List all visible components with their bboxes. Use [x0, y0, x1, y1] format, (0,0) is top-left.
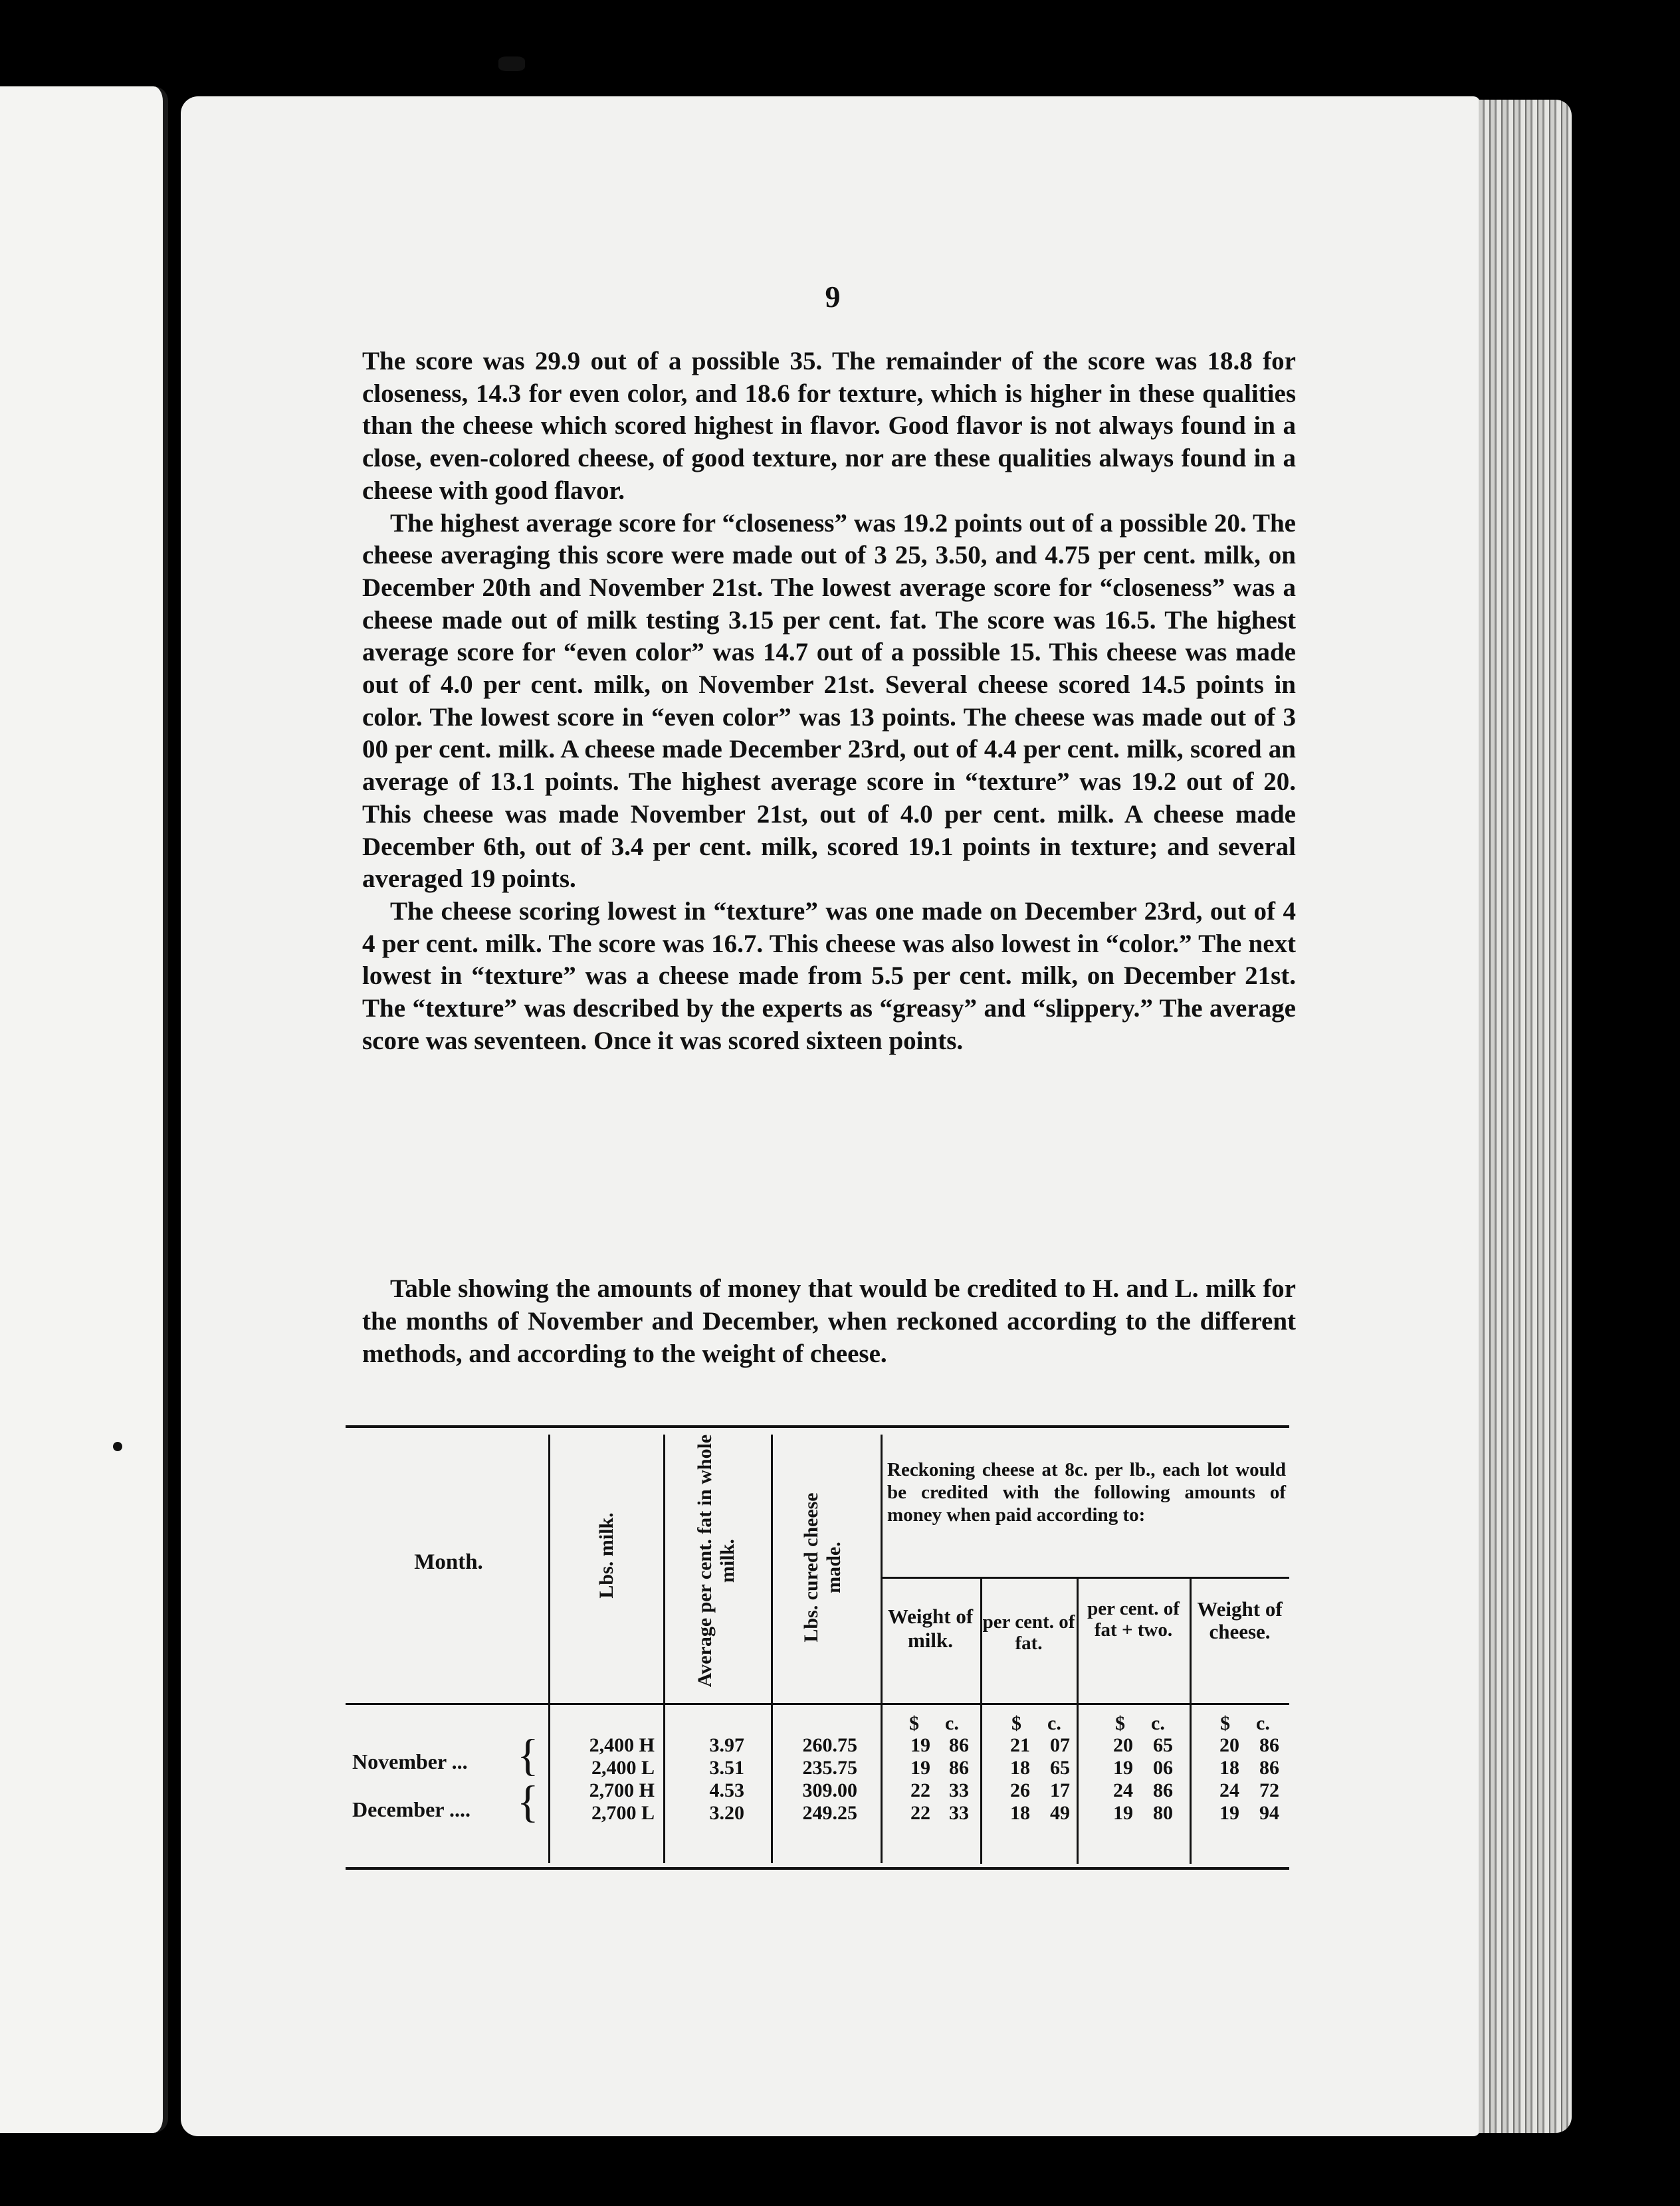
cent-unit: c.: [1151, 1712, 1165, 1734]
cell-per-cent-fat-cents: 17: [1050, 1779, 1070, 1801]
cell-fat-plus-two-cents: 06: [1153, 1757, 1173, 1779]
cell-weight-milk-cents: 33: [949, 1802, 969, 1824]
column-rule: [548, 1435, 550, 1863]
header-lbs-cheese: Lbs. cured cheese made.: [800, 1492, 845, 1643]
cell-fat: 4.53: [709, 1779, 744, 1801]
cell-weight-cheese-dollars: 24: [1219, 1779, 1239, 1801]
body-text: [362, 346, 1296, 1057]
cell-weight-milk-dollars: 22: [910, 1779, 930, 1801]
header-weight-cheese: Weight of cheese.: [1197, 1597, 1283, 1643]
month-label-december: December ....: [352, 1797, 471, 1821]
cell-per-cent-fat-dollars: 18: [1010, 1802, 1030, 1824]
cell-fat-plus-two-cents: 80: [1153, 1802, 1173, 1824]
cell-weight-cheese-dollars: 19: [1219, 1802, 1239, 1824]
dollar-unit: $: [1220, 1712, 1230, 1734]
money-table: [346, 1425, 1289, 1877]
page-number: 9: [825, 280, 841, 314]
cell-per-cent-fat-dollars: 18: [1010, 1757, 1030, 1779]
cell-fat: 3.97: [709, 1734, 744, 1756]
cell-weight-milk-dollars: 19: [910, 1734, 930, 1756]
cell-cheese: 260.75: [802, 1734, 857, 1756]
cell-fat-plus-two-dollars: 19: [1113, 1802, 1133, 1824]
cell-weight-milk-cents: 33: [949, 1779, 969, 1801]
page-stack-edge: [1479, 100, 1572, 2133]
cell-per-cent-fat-dollars: 26: [1010, 1779, 1030, 1801]
cell-milk: 2,400 H: [589, 1734, 655, 1756]
paragraph: The highest average score for “closeness” was 19.2 points out of a possible 20. The cheese averaging this score were made out of 3 25, 3.50, and 4.75 per cent. milk, on December 20th and November 21st. The lowest average score for “closeness” was a cheese made out of milk testing 3.15 per cent. fat. The score was 16.5. The highest average score for “even color” was 14.7 out of a possible 15. This cheese was made out of 4.0 per cent. milk, on November 21st. Several cheese scored 14.5 points in color. The lowest score in “even color” was 13 points. The cheese was made out of 3 00 per cent. milk. A cheese made December 23rd, out of 4.4 per cent. milk, scored an average of 13.1 points. The highest average score in “texture” was 19.2 out of 20. This cheese was made November 21st, out of 4.0 per cent. milk. A cheese made December 6th, out of 3.4 per cent. milk, scored 19.1 points in texture; and several averaged 19 points.: [362, 508, 1296, 894]
header-lbs-milk: Lbs. milk.: [595, 1512, 617, 1599]
dollar-unit: $: [1011, 1712, 1021, 1734]
cent-unit: c.: [1256, 1712, 1270, 1734]
column-rule: [663, 1435, 665, 1863]
cell-milk: 2,700 L: [591, 1802, 655, 1824]
cell-milk: 2,700 H: [589, 1779, 655, 1801]
cell-milk: 2,400 L: [591, 1757, 655, 1779]
group-header-rule: [881, 1577, 1289, 1579]
cell-weight-cheese-cents: 94: [1259, 1802, 1279, 1824]
cent-unit: c.: [1047, 1712, 1061, 1734]
cell-weight-cheese-dollars: 18: [1219, 1757, 1239, 1779]
cell-weight-milk-dollars: 19: [910, 1757, 930, 1779]
cell-cheese: 235.75: [802, 1757, 857, 1779]
cell-fat-plus-two-cents: 65: [1153, 1734, 1173, 1756]
cell-weight-milk-dollars: 22: [910, 1802, 930, 1824]
cent-unit: c.: [945, 1712, 959, 1734]
cell-weight-milk-cents: 86: [949, 1757, 969, 1779]
table-header-rule: [346, 1703, 1289, 1705]
header-avg-fat: Average per cent. fat in whole milk.: [694, 1434, 738, 1688]
ink-speck: [498, 56, 525, 71]
cell-fat: 3.20: [709, 1802, 744, 1824]
cell-per-cent-fat-cents: 49: [1050, 1802, 1070, 1824]
cell-weight-cheese-dollars: 20: [1219, 1734, 1239, 1756]
table-bottom-rule: [346, 1867, 1289, 1870]
cell-fat-plus-two-dollars: 24: [1113, 1779, 1133, 1801]
dollar-unit: $: [909, 1712, 919, 1734]
cell-cheese: 309.00: [802, 1779, 857, 1801]
dollar-unit: $: [1115, 1712, 1125, 1734]
cell-per-cent-fat-cents: 65: [1050, 1757, 1070, 1779]
cell-per-cent-fat-dollars: 21: [1010, 1734, 1030, 1756]
header-per-cent-fat: per cent. of fat.: [982, 1611, 1075, 1654]
cell-fat-plus-two-dollars: 19: [1113, 1757, 1133, 1779]
cell-fat-plus-two-cents: 86: [1153, 1779, 1173, 1801]
header-month: Month.: [414, 1550, 483, 1574]
cell-weight-cheese-cents: 86: [1259, 1757, 1279, 1779]
cell-weight-milk-cents: 86: [949, 1734, 969, 1756]
ink-speck: [113, 1442, 122, 1451]
header-weight-milk: Weight of milk.: [887, 1605, 974, 1652]
facing-page-edge: [0, 86, 168, 2133]
cell-weight-cheese-cents: 86: [1259, 1734, 1279, 1756]
header-reckoning: Reckoning cheese at 8c. per lb., each lot would be credited with the following amounts of money when paid according to:: [887, 1459, 1286, 1526]
cell-per-cent-fat-cents: 07: [1050, 1734, 1070, 1756]
cell-fat: 3.51: [709, 1757, 744, 1779]
column-rule: [771, 1435, 773, 1863]
paragraph: The score was 29.9 out of a possible 35. The remainder of the score was 18.8 for closeness, 14.3 for even color, and 18.6 for texture, which is higher in these qualities than the cheese which scored highest in flavor. Good flavor is not always found in a close, even-colored cheese, of good texture, nor are these qualities always found in a cheese with good flavor.: [362, 347, 1296, 505]
table-top-rule: [346, 1425, 1289, 1428]
header-fat-plus-two: per cent. of fat + two.: [1087, 1598, 1180, 1641]
cell-cheese: 249.25: [802, 1802, 857, 1824]
paragraph: The cheese scoring lowest in “texture” was one made on December 23rd, out of 4 4 per cent. milk. The score was 16.7. This cheese was also lowest in “color.” The next lowest in “texture” was a cheese made from 5.5 per cent. milk, on December 21st. The “texture” was described by the experts as “greasy” and “slippery.” The average score was seventeen. Once it was scored sixteen points.: [362, 896, 1296, 1055]
cell-fat-plus-two-dollars: 20: [1113, 1734, 1133, 1756]
month-label-november: November ...: [352, 1750, 468, 1773]
brace: {: [517, 1730, 539, 1780]
table-caption: Table showing the amounts of money that would be credited to H. and L. milk for the months of November and December, when reckoned according to the different methods, and according to the weight of cheese.: [362, 1274, 1296, 1368]
brace: {: [517, 1776, 539, 1827]
cell-weight-cheese-cents: 72: [1259, 1779, 1279, 1801]
